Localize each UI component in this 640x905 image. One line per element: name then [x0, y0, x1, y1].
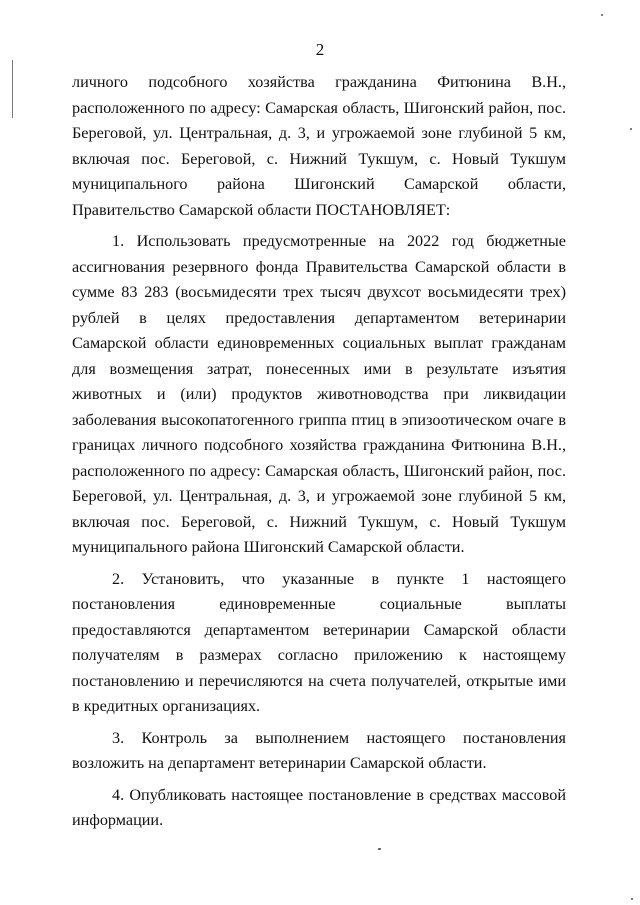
scan-speck [378, 848, 381, 850]
paragraph-intro: личного подсобного хозяйства гражданина Фитюнина В.Н., расположенного по адресу: Самарская область, Шигонский район, пос. Береговой, ул. Центральная, д. 3, и угрожаемой зоне глубиной 5 км, включая пос. Береговой, с. Нижний Тукшум, с. Новый Тукшум муниципального района Шигонский Самарской области, Правительство Самарской области ПОСТАНОВЛЯЕТ: [72, 73, 566, 219]
page-number: 2 [315, 40, 325, 59]
scan-speck [630, 128, 632, 130]
paragraph-item-3: 3. Контроль за выполнением настоящего постановления возложить на департамент ветеринарии Самарской области. [72, 728, 566, 772]
scan-speck [631, 898, 633, 900]
scan-speck [601, 14, 603, 16]
paragraph-item-4: 4. Опубликовать настоящее постановление в средствах массовой информации. [72, 785, 566, 829]
paragraph-item-1: 1. Использовать предусмотренные на 2022 год бюджетные ассигнования резервного фонда Правительства Самарской области в сумме 83 283 (восьмидесяти трех тысяч двухсот восьмидесяти трех) рублей в целях предоставления департаментом ветеринарии Самарской области единовременных социальных выплат гражданам для возмещения затрат, понесенных ими в результате изъятия животных и (или) продуктов животноводства при ликвидации заболевания высокопатогенного гриппа птиц в эпизоотическом очаге в границах личного подсобного хозяйства гражданина Фитюнина В.Н., расположенного по адресу: Самарская область, Шигонский район, пос. Береговой, ул. Центральная, д. 3, и угрожаемой зоне глубиной 5 км, включая пос. Береговой, с. Нижний Тукшум, с. Новый Тукшум муниципального района Шигонский Самарской области. [72, 232, 566, 556]
document-body [72, 70, 566, 834]
paragraph-item-2: 2. Установить, что указанные в пункте 1 настоящего постановления единовременные социальные выплаты предоставляются департаментом ветеринарии Самарской области получателям в размерах согласно приложению к настоящему постановлению и перечисляются на счета получателей, открытые ими в кредитных организациях. [72, 569, 566, 715]
scan-edge-mark [12, 60, 13, 118]
